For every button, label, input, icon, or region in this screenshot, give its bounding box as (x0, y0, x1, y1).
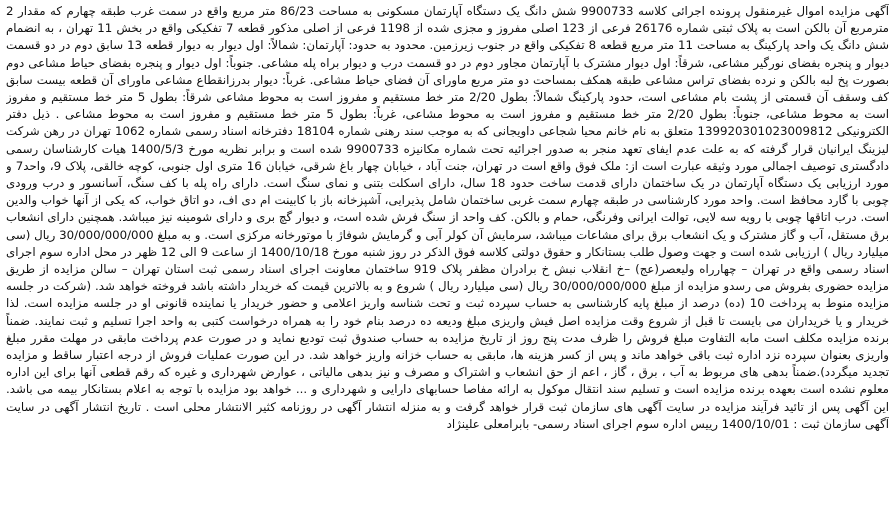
notice-body-text: آگهی مزایده اموال غیرمنقول پرونده اجرائی کلاسه 9900733 شش دانگ یک دستگاه آپارتمان مسکونی به مساحت 86/23 متر مربع واقع در سمت غرب طبقه چهارم که مقدار 2 مترمربع آن بالکن است به پلاک ثبتی شماره 26176 فرعی از 123 اصلی مفروز و مجزی شده از 1198 فرعی از اصلی مذکور قطعه 7 تفکیکی واقع در بخش 11 تهران ، به انضمام شش دانگ یک واحد پارکینگ به مساحت 11 متر مربع قطعه 8 تفکیکی واقع در جنوب زیرزمین. محدود به حدود: آپارتمان: شمالاً: اول دیوار به دیوار قطعه 13 سابق دوم در دو قسمت دیوار و پنجره بفضای نورگیر مشاعی، شرقاً: اول دیوار مشترک با آپارتمان مجاور دوم در دو قسمت درب و دیوار براه پله مشاعی. جنوباً: اول دیوار و پنجره بفضای حیاط مشاعی دوم بصورت پخ لبه بالکن و نرده بفضای تراس مشاعی طبقه همکف بمساحت دو متر مربع ماورای آن فضای حیاط مشاعی. غرباً: دیوار بدرزانقطاع مشاعی ماورای آن قطعه بیست سابق کف وسقف آن قسمتی از پشت بام مشاعی است، حدود پارکینگ شمالاً: بطول 2/20 متر خط مستقیم و مفروز است به محوط مشاعی شرقاً: بطول 5 متر خط مستقیم و مفروز است به محوط مشاعی، جنوباً: بطول 2/20 متر خط مستقیم و مفروز است به محوط مشاعی، غرباً: بطول 5 متر خط مستقیم و مفروز است به محوط مشاعی . ذیل دفتر الکترونیکی 139920301023009812 متعلق به نام خانم محیا شجاعی داویجانی که به موجب سند رهنی شماره 18104 دفترخانه اسناد رسمی شماره 1062 تهران در رهن شرکت لیزینگ ایرانیان قرار گرفته که به علت عدم ایفای تعهد منجر به صدور اجرائیه تحت شماره مکانیزه 9900733 شده است و برابر نظریه مورخ 1400/5/3 هیات کارشناسان رسمی دادگستری توصیف اجمالی مورد وثیقه عبارت است از: ملک فوق واقع است در تهران، جنت آباد ، خیابان چهار باغ شرقی، خیابان 16 متری اول جنوبی، کوچه خالقی، پلاک 9، واحد7 و مورد ارزیابی یک دستگاه آپارتمان در یک ساختمان دارای قدمت ساخت حدود 18 سال، دارای اسکلت بتنی و نمای سنگ است. دارای راه پله با کف سنگ، آسانسور و درب ورودی چوبی با گارد محافظ است. واحد مورد کارشناسی در طبقه چهارم سمت غربی ساختمان شامل پذیرایی، آشپزخانه باز با کابینت ام دی اف، دو اتاق خواب، که یکی از آنها خواب والدین است. درب اتاقها چوبی با رویه سه لایی، توالت ایرانی وفرنگی، حمام و بالکن. کف واحد از سنگ فرش شده است، و دیوار گچ بری و دارای شومینه نیز میباشد. همچنین دارای انشعاب برق مستقل، آب و گاز مشترک و یک انشعاب برق برای مشاعات میباشد، سرمایش آن کولر آبی و گرمایش شوفاژ با موتورخانه مرکزی است. و به مبلغ 30/000/000/000 ریال (سی میلیارد ریال ) ارزیابی شده است و جهت وصول طلب بستانکار و حقوق دولتی کلاسه فوق الذکر در روز شنبه مورخ 1400/10/18 از ساعت 9 الی 12 ظهر در محل اداره سوم اجرای اسناد رسمی واقع در تهران – چهارراه ولیعصر(عج) –خ انقلاب نبش خ برادران مظفر پلاک 919 ساختمان معاونت اجرای اسناد رسمی ثبت استان تهران – سالن مزایده از طریق مزایده حضوری بفروش می رسدو مزایده از مبلغ 30/000/000/000 ریال (سی میلیارد ریال ) شروع و به بالاترین قیمت که خریدار داشته باشد فروخته خواهد شد. (شرکت در جلسه مزایده منوط به پرداخت 10 (ده) درصد از مبلغ پایه کارشناسی به حساب سپرده ثبت و تحت شناسه واریز اعلامی و حضور خریدار یا نماینده قانونی او در جلسه مزایده است. لذا خریدار و یا خریداران می بایست تا قبل از شروع وقت مزایده اصل فیش واریزی مبلغ ودیعه ده درصد بنام خود را به همراه درخواست کتبی به واحد اجرا تسلیم و ثبت نمایند. ضمناً برنده مزایده مکلف است مابه التفاوت مبلغ فروش را ظرف مدت پنج روز از تاریخ مزایده به حساب صندوق ثبت تودیع نماید و در صورت عدم پرداخت مابقی در مهلت مقرر مبلغ واریزی بعنوان سپرده نزد اداره ثبت باقی خواهد ماند و پس از کسر هزینه ها، مابقی به حساب خزانه واریز خواهد شد. در این صورت عملیات فروش از درجه اعتبار ساقط و مزایده تجدید میگردد).ضمناً بدهی های مربوط به آب ، برق ، گاز ، اعم از حق انشعاب و اشتراک و مصرف و نیز بدهی مالیاتی ، عوارض شهرداری و غیره که رقم قطعی آنها برای این اداره معلوم نشده است بعهده برنده مزایده است و تسلیم سند انتقال موکول به ارائه مفاصا حسابهای دارایی و شهرداری و ... خواهد بود مزایده با توجه به اعلام بستانکار بیمه می باشد. این آگهی پس از تائید فرآیند مزایده در سایت آگهی های سازمان ثبت قرار خواهد گرفت و به منزله انتشار آگهی در روزنامه کثیر الانتشار محلی است . تاریخ انتشار آگهی در سایت آگهی سازمان ثبت : 1400/10/01 رییس اداره سوم اجرای اسناد رسمی- بابرامعلی علینژاد (6, 4, 889, 431)
auction-notice-document (6, 3, 889, 508)
